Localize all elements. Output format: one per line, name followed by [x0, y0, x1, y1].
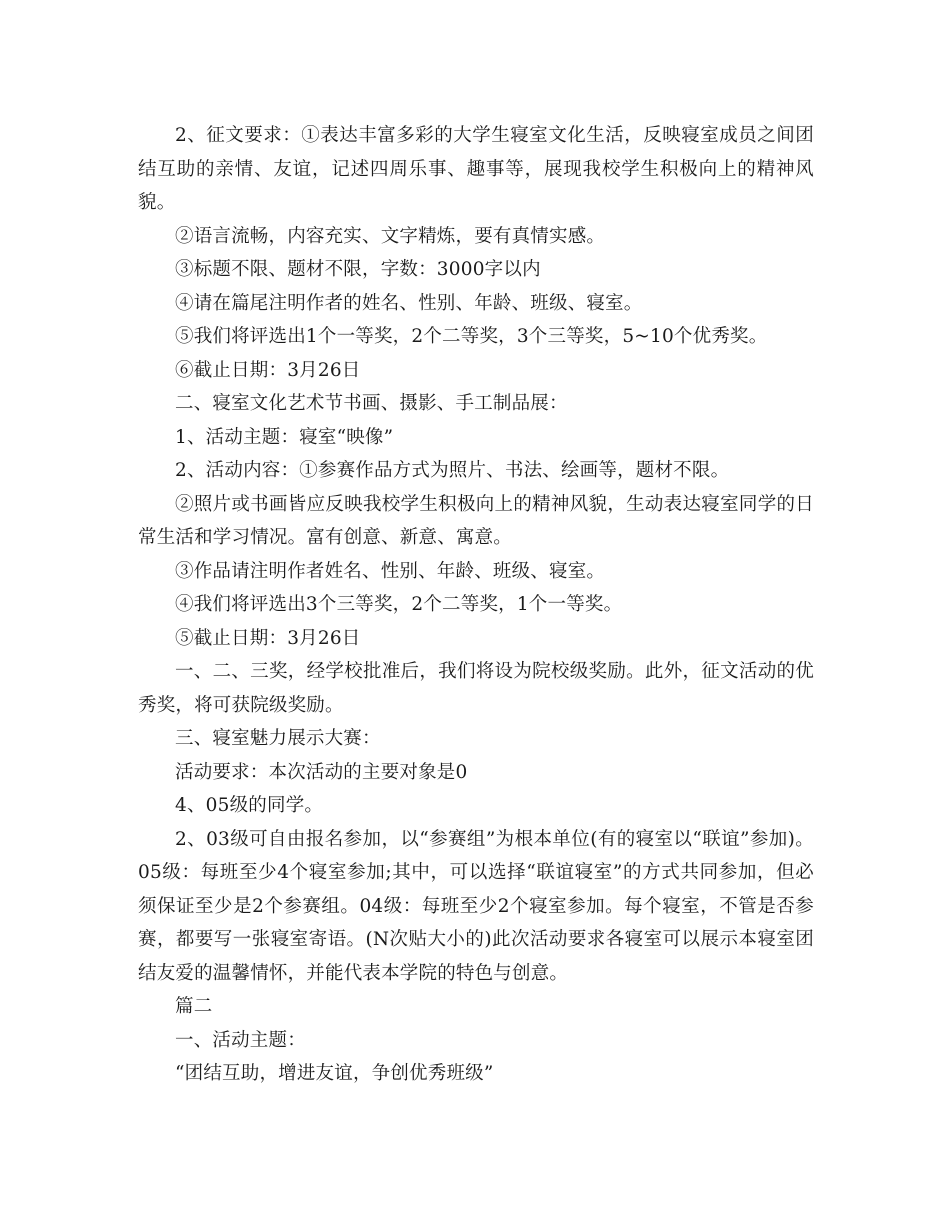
paragraph-activity-slogan: “团结互助，增进友谊，争创优秀班级”	[175, 1063, 494, 1084]
paragraph-essay-deadline: ⑥截止日期：3月26日	[175, 359, 361, 381]
paragraph-title-word-limit: ③标题不限、题材不限，字数：3000字以内	[175, 259, 541, 280]
paragraph-exhibition-theme: 1、活动主题：寝室“映像”	[175, 426, 394, 448]
paragraph-exhibition-style: ②照片或书画皆应反映我校学生积极向上的精神风貌，生动表达寝室同学的日常生活和学习情况。富有创意、新意、寓意。	[138, 493, 814, 548]
paragraph-author-info: ④请在篇尾注明作者的姓名、性别、年龄、班级、寝室。	[175, 292, 643, 314]
paragraph-award-approval: 一、二、三奖，经学校批准后，我们将设为院校级奖励。此外，征文活动的优秀奖，将可获院级奖励。	[138, 661, 814, 716]
paragraph-exhibition-deadline: ⑤截止日期：3月26日	[175, 627, 361, 649]
paragraph-exhibition-awards: ④我们将评选出3个三等奖，2个二等奖，1个一等奖。	[175, 594, 623, 615]
document-body	[138, 119, 814, 1091]
paragraph-essay-requirements: 2、征文要求：①表达丰富多彩的大学生寝室文化生活，反映寝室成员之间团结互助的亲情、友谊，记述四周乐事、趣事等，展现我校学生积极向上的精神风貌。	[138, 125, 814, 213]
paragraph-contest-requirement: 活动要求：本次活动的主要对象是0	[175, 761, 468, 783]
paragraph-language-requirement: ②语言流畅，内容充实、文字精炼，要有真情实感。	[175, 225, 606, 247]
section-heading-activity-theme: 一、活动主题：	[175, 1029, 306, 1051]
paragraph-contest-rules: 2、03级可自由报名参加，以“参赛组”为根本单位(有的寝室以“联谊”参加)。05级：每班至少4个寝室参加;其中，可以选择“联谊寝室”的方式共同参加，但必须保证至少是2个参赛组。04级：每班至少2个寝室参加。每个寝室，不管是否参赛，都要写一张寝室寄语。(N次贴大小的)此次活动要求各寝室可以展示本寝室团结友爱的温馨情怀，并能代表本学院的特色与创意。	[138, 828, 814, 984]
paragraph-exhibition-content: 2、活动内容：①参赛作品方式为照片、书法、绘画等，题材不限。	[175, 460, 730, 481]
section-heading-dorm-contest: 三、寝室魅力展示大赛：	[175, 728, 381, 749]
section-heading-art-exhibition: 二、寝室文化艺术节书画、摄影、手工制品展：	[175, 393, 568, 414]
paragraph-essay-awards: ⑤我们将评选出1个一等奖，2个二等奖，3个三等奖，5~10个优秀奖。	[175, 326, 768, 347]
heading-part-two: 篇二	[175, 996, 213, 1017]
paragraph-exhibition-author-info: ③作品请注明作者姓名、性别、年龄、班级、寝室。	[175, 560, 606, 582]
paragraph-contest-grade: 4、05级的同学。	[175, 795, 324, 816]
